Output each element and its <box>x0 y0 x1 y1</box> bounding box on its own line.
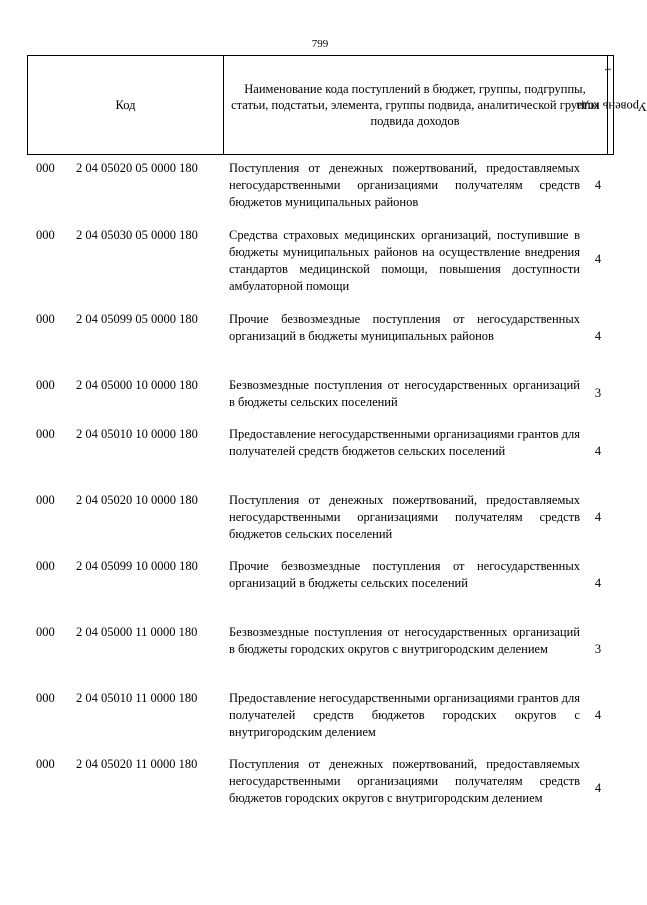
code-level: 4 <box>594 444 602 458</box>
admin-code: 000 <box>36 757 55 771</box>
revenue-code: 2 04 05020 11 0000 180 <box>76 757 198 771</box>
revenue-name: Прочие безвозмездные поступления от негосударственных организаций в бюджеты муниципальных районов <box>229 312 580 343</box>
header-level <box>576 56 647 154</box>
revenue-name: Поступления от денежных пожертвований, предоставляемых негосударственными организациями получателям средств бюджетов городских округов с внутригородским делением <box>229 757 580 805</box>
revenue-code: 2 04 05010 11 0000 180 <box>76 691 198 705</box>
page-number: 799 <box>311 38 329 50</box>
code-level: 4 <box>594 576 602 590</box>
revenue-code: 2 04 05030 05 0000 180 <box>76 228 198 242</box>
code-level: 4 <box>594 329 602 343</box>
admin-code: 000 <box>36 493 55 507</box>
revenue-name: Средства страховых медицинских организаций, поступившие в бюджеты муниципальных районов на осуществление внедрения стандартов медицинской помощи, повышения доступности амбулаторной помощи <box>229 228 580 293</box>
table-header <box>27 55 647 155</box>
revenue-name: Предоставление негосударственными организациями грантов для получателей средств бюджетов городских округов с внутригородским делением <box>229 691 580 739</box>
admin-code: 000 <box>36 161 55 175</box>
header-level-footnote: 1 <box>603 67 613 72</box>
admin-code: 000 <box>36 378 55 392</box>
revenue-name: Прочие безвозмездные поступления от негосударственных организаций в бюджеты сельских поселений <box>229 559 580 590</box>
revenue-name: Безвозмездные поступления от негосударственных организаций в бюджеты сельских поселений <box>229 378 580 409</box>
header-code: Код <box>28 56 224 154</box>
revenue-code: 2 04 05020 05 0000 180 <box>76 161 198 175</box>
admin-code: 000 <box>36 691 55 705</box>
code-level: 4 <box>594 178 602 192</box>
admin-code: 000 <box>36 625 55 639</box>
revenue-name: Безвозмездные поступления от негосударственных организаций в бюджеты городских округов с внутригородским делением <box>229 625 580 656</box>
code-level: 4 <box>594 510 602 524</box>
revenue-code: 2 04 05099 05 0000 180 <box>76 312 198 326</box>
header-name: Наименование кода поступлений в бюджет, группы, подгруппы, статьи, подстатьи, элемента, группы подвида, аналитической группы подвида доходов <box>223 56 608 154</box>
revenue-name: Предоставление негосударственными организациями грантов для получателей средств бюджетов сельских поселений <box>229 427 580 458</box>
admin-code: 000 <box>36 312 55 326</box>
code-level: 3 <box>594 386 602 400</box>
revenue-code: 2 04 05000 11 0000 180 <box>76 625 198 639</box>
code-level: 4 <box>594 708 602 722</box>
code-level: 3 <box>594 642 602 656</box>
revenue-code: 2 04 05020 10 0000 180 <box>76 493 198 507</box>
revenue-name: Поступления от денежных пожертвований, предоставляемых негосударственными организациями получателям средств бюджетов сельских поселений <box>229 493 580 541</box>
code-level: 4 <box>594 781 602 795</box>
admin-code: 000 <box>36 559 55 573</box>
admin-code: 000 <box>36 228 55 242</box>
admin-code: 000 <box>36 427 55 441</box>
revenue-code: 2 04 05010 10 0000 180 <box>76 427 198 441</box>
revenue-code: 2 04 05099 10 0000 180 <box>76 559 198 573</box>
code-level: 4 <box>594 252 602 266</box>
revenue-code: 2 04 05000 10 0000 180 <box>76 378 198 392</box>
revenue-name: Поступления от денежных пожертвований, предоставляемых негосударственными организациями получателям средств бюджетов муниципальных районов <box>229 161 580 209</box>
header-level-label: Уровень кода <box>576 100 647 114</box>
